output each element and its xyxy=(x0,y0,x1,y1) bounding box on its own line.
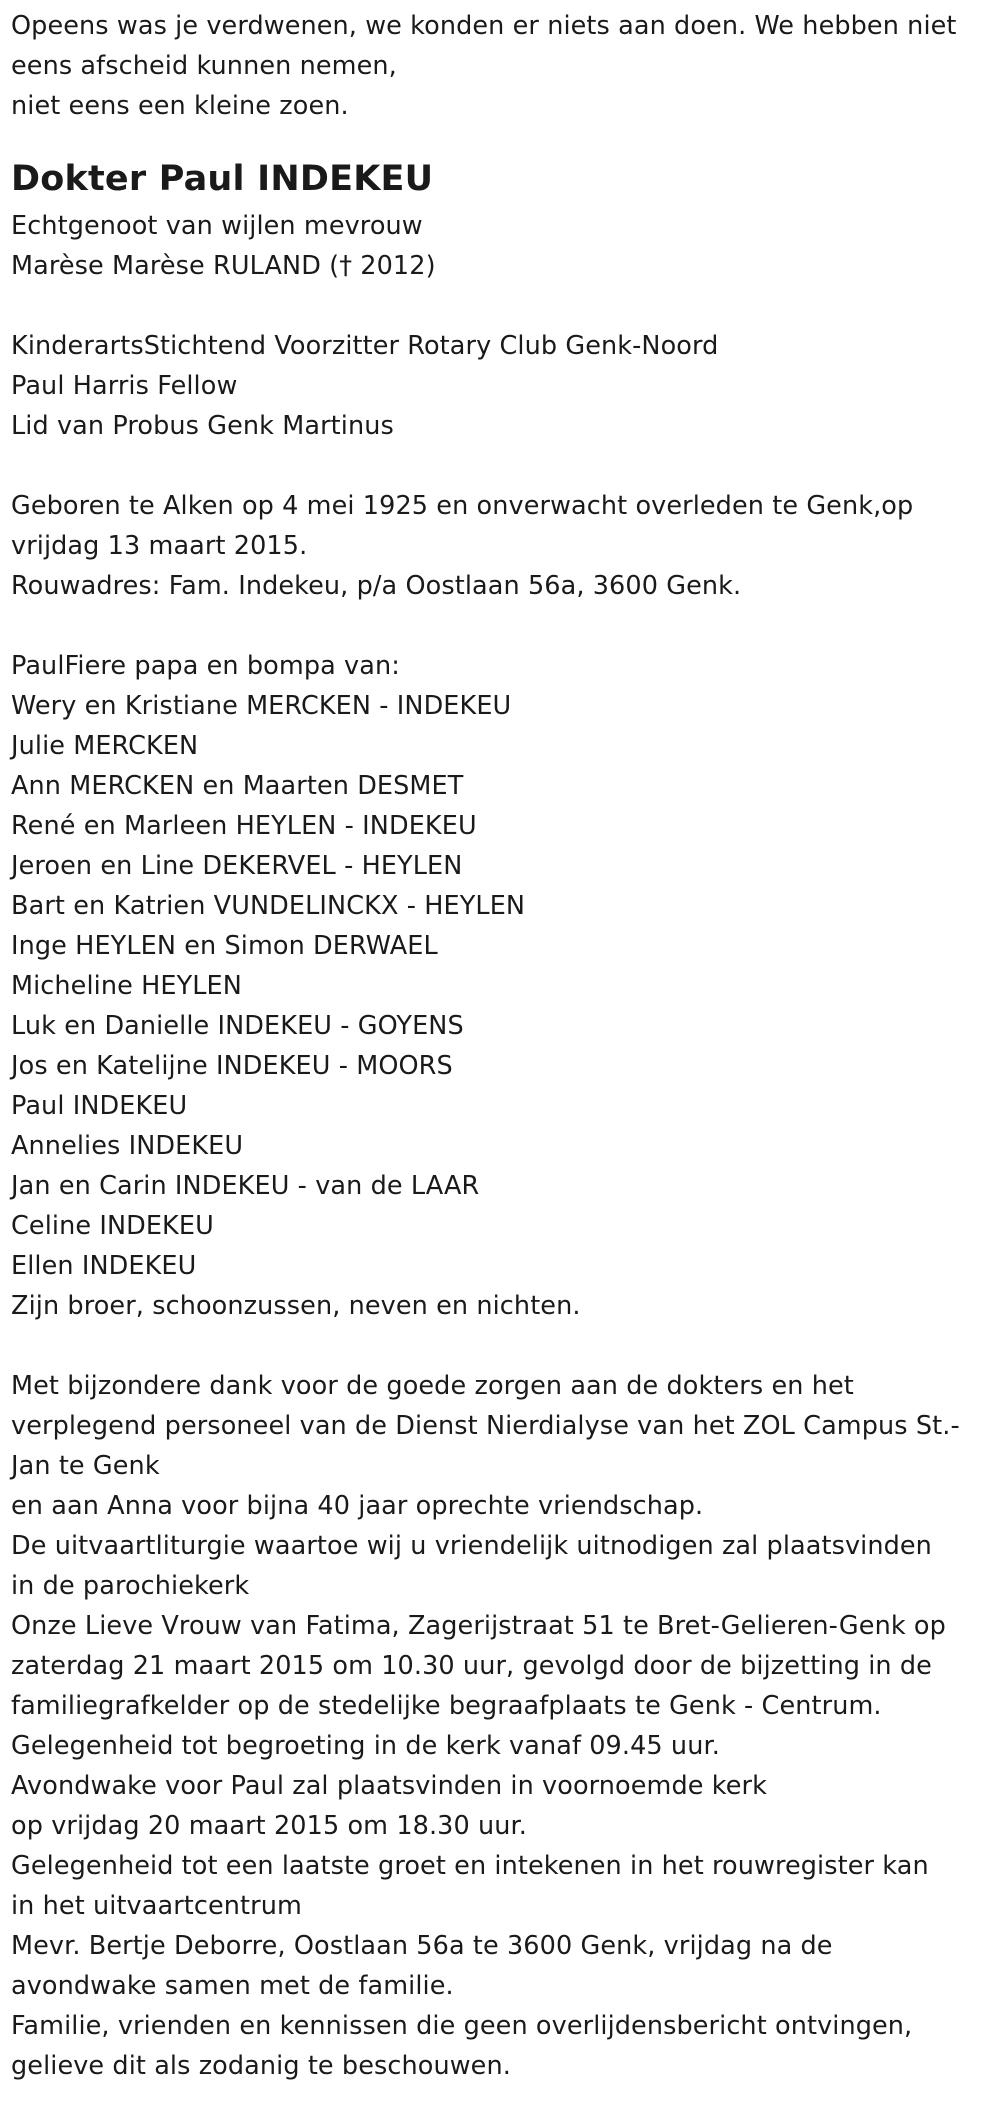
intro-line: niet eens een kleine zoen. xyxy=(11,91,349,121)
intro-line: Opeens was je verdwenen, we konden er niets aan doen. We hebben niet xyxy=(11,11,957,41)
family-member: Jan en Carin INDEKEU - van de LAAR xyxy=(11,1171,480,1201)
family-member: Wery en Kristiane MERCKEN - INDEKEU xyxy=(11,691,512,721)
closing-line: gelieve dit als zodanig te beschouwen. xyxy=(11,2051,511,2081)
obituary-notice xyxy=(11,6,996,2086)
birth-death-info xyxy=(11,486,996,606)
closing-line: avondwake samen met de familie. xyxy=(11,1971,454,2001)
closing-line: familiegrafkelder op de stedelijke begraafplaats te Genk - Centrum. xyxy=(11,1691,882,1721)
closing-text xyxy=(11,1366,996,2086)
closing-line: Jan te Genk xyxy=(11,1451,160,1481)
family-member: Micheline HEYLEN xyxy=(11,971,242,1001)
closing-line: De uitvaartliturgie waartoe wij u vriendelijk uitnodigen zal plaatsvinden xyxy=(11,1531,932,1561)
spacer xyxy=(11,286,996,326)
mourning-address: Rouwadres: Fam. Indekeu, p/a Oostlaan 56a, 3600 Genk. xyxy=(11,571,742,601)
family-member: Zijn broer, schoonzussen, neven en nichten. xyxy=(11,1291,581,1321)
intro-line: eens afscheid kunnen nemen, xyxy=(11,51,397,81)
title-line: KinderartsStichtend Voorzitter Rotary Club Genk-Noord xyxy=(11,331,719,361)
family-list xyxy=(11,646,996,1326)
intro-poem xyxy=(11,6,996,126)
deceased-name: Dokter Paul INDEKEU xyxy=(11,159,434,199)
closing-line: Mevr. Bertje Deborre, Oostlaan 56a te 3600 Genk, vrijdag na de xyxy=(11,1931,833,1961)
closing-line: Familie, vrienden en kennissen die geen overlijdensbericht ontvingen, xyxy=(11,2011,913,2041)
closing-line: Met bijzondere dank voor de goede zorgen aan de dokters en het xyxy=(11,1371,854,1401)
closing-line: Onze Lieve Vrouw van Fatima, Zagerijstraat 51 te Bret-Gelieren-Genk op xyxy=(11,1611,946,1641)
closing-line: Avondwake voor Paul zal plaatsvinden in voornoemde kerk xyxy=(11,1771,767,1801)
spacer xyxy=(11,446,996,486)
family-member: Celine INDEKEU xyxy=(11,1211,214,1241)
spacer xyxy=(11,606,996,646)
spouse-line: Echtgenoot van wijlen mevrouw xyxy=(11,211,423,241)
family-member: Ellen INDEKEU xyxy=(11,1251,197,1281)
title-line: Lid van Probus Genk Martinus xyxy=(11,411,394,441)
family-member: Paul INDEKEU xyxy=(11,1091,188,1121)
birth-death-line: Geboren te Alken op 4 mei 1925 en onverwacht overleden te Genk,op xyxy=(11,491,914,521)
professional-titles xyxy=(11,326,996,446)
closing-line: in de parochiekerk xyxy=(11,1571,250,1601)
family-member: Jeroen en Line DEKERVEL - HEYLEN xyxy=(11,851,463,881)
birth-death-line: vrijdag 13 maart 2015. xyxy=(11,531,308,561)
family-member: Annelies INDEKEU xyxy=(11,1131,244,1161)
family-member: Inge HEYLEN en Simon DERWAEL xyxy=(11,931,438,961)
spouse-line: Marèse Marèse RULAND († 2012) xyxy=(11,251,436,281)
family-member: Jos en Katelijne INDEKEU - MOORS xyxy=(11,1051,453,1081)
family-member: Ann MERCKEN en Maarten DESMET xyxy=(11,771,464,801)
title-line: Paul Harris Fellow xyxy=(11,371,238,401)
closing-line: zaterdag 21 maart 2015 om 10.30 uur, gevolgd door de bijzetting in de xyxy=(11,1651,932,1681)
family-member: Bart en Katrien VUNDELINCKX - HEYLEN xyxy=(11,891,526,921)
spouse-info xyxy=(11,206,996,286)
family-member: Luk en Danielle INDEKEU - GOYENS xyxy=(11,1011,464,1041)
closing-line: Gelegenheid tot begroeting in de kerk vanaf 09.45 uur. xyxy=(11,1731,720,1761)
spacer xyxy=(11,1326,996,1366)
family-member: Julie MERCKEN xyxy=(11,731,199,761)
closing-line: verplegend personeel van de Dienst Nierdialyse van het ZOL Campus St.- xyxy=(11,1411,960,1441)
family-heading: PaulFiere papa en bompa van: xyxy=(11,651,400,681)
closing-line: Gelegenheid tot een laatste groet en intekenen in het rouwregister kan xyxy=(11,1851,929,1881)
closing-line: en aan Anna voor bijna 40 jaar oprechte vriendschap. xyxy=(11,1491,704,1521)
family-member: René en Marleen HEYLEN - INDEKEU xyxy=(11,811,477,841)
closing-line: op vrijdag 20 maart 2015 om 18.30 uur. xyxy=(11,1811,528,1841)
closing-line: in het uitvaartcentrum xyxy=(11,1891,302,1921)
